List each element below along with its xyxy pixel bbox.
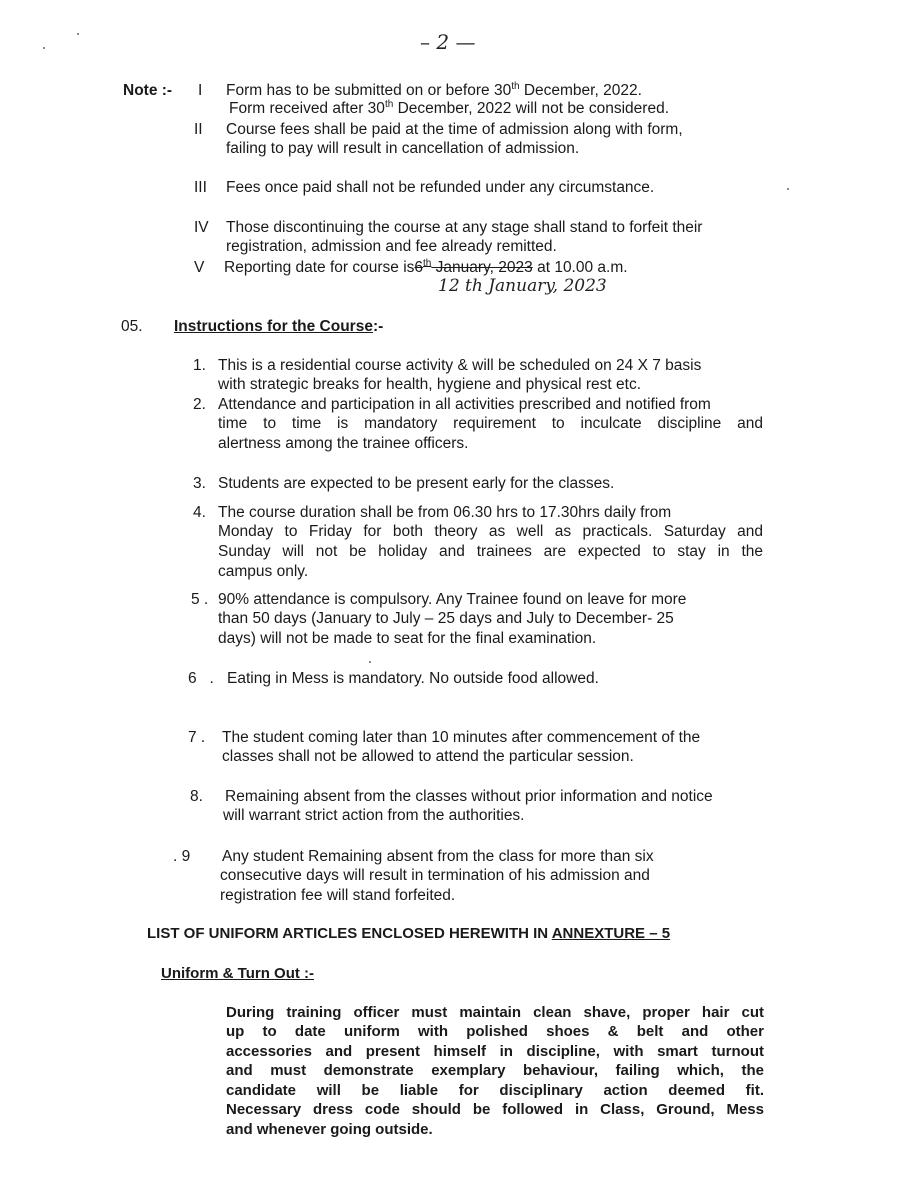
- list-number: 7 .: [188, 729, 206, 746]
- list-number: 2.: [193, 396, 206, 413]
- list-line: 90% attendance is compulsory. Any Trainee found on leave for more: [218, 591, 687, 608]
- uniform-paragraph-line: and whenever going outside.: [226, 1121, 433, 1138]
- note-line: failing to pay will result in cancellation of admission.: [226, 140, 580, 157]
- note-line: registration, admission and fee already remitted.: [226, 238, 557, 255]
- uniform-paragraph-line: During training officer must maintain clean shave, proper hair cut: [226, 1004, 764, 1021]
- list-line: Eating in Mess is mandatory. No outside food allowed.: [227, 670, 599, 687]
- uniform-paragraph-line: and must demonstrate exemplary behaviour, failing which, the: [226, 1062, 764, 1079]
- list-line: consecutive days will result in termination of his admission and: [220, 867, 650, 884]
- uniform-paragraph-line: Necessary dress code should be followed in Class, Ground, Mess: [226, 1101, 764, 1118]
- list-line: with strategic breaks for health, hygiene and physical rest etc.: [218, 376, 642, 393]
- scan-speck: [369, 661, 371, 663]
- list-line: The student coming later than 10 minutes after commencement of the: [222, 729, 701, 746]
- note-num: I: [198, 82, 203, 99]
- list-line: than 50 days (January to July – 25 days and July to December- 25: [218, 610, 674, 627]
- note-line: Course fees shall be paid at the time of admission along with form,: [226, 121, 683, 138]
- list-number: 3.: [193, 475, 206, 492]
- list-line: Any student Remaining absent from the class for more than six: [222, 848, 654, 865]
- list-line: will warrant strict action from the authorities.: [223, 807, 525, 824]
- list-line: campus only.: [218, 563, 309, 580]
- note-label: Note :-: [123, 82, 173, 99]
- note-line: Form received after 30th December, 2022 will not be considered.: [229, 98, 669, 117]
- note-num: IV: [194, 219, 209, 236]
- list-line: classes shall not be allowed to attend the particular session.: [222, 748, 634, 765]
- uniform-paragraph-line: accessories and present himself in discipline, with smart turnout: [226, 1043, 764, 1060]
- uniform-paragraph-line: up to date uniform with polished shoes & belt and other: [226, 1023, 764, 1040]
- handwritten-correction: 12 th January, 2023: [438, 276, 607, 296]
- list-number: . 9: [173, 848, 191, 865]
- note-line: Form has to be submitted on or before 30th December, 2022.: [226, 80, 642, 99]
- list-line: This is a residential course activity & will be scheduled on 24 X 7 basis: [218, 357, 702, 374]
- note-line: Reporting date for course is6th January, 2023 at 10.00 a.m.: [224, 257, 628, 276]
- list-line: time to time is mandatory requirement to inculcate discipline and: [218, 415, 763, 432]
- section-heading: Instructions for the Course:-: [174, 318, 384, 335]
- note-num: III: [194, 179, 207, 196]
- list-line: Students are expected to be present early for the classes.: [218, 475, 615, 492]
- list-line: Monday to Friday for both theory as well as practicals. Saturday and: [218, 523, 763, 540]
- uniform-list-heading: LIST OF UNIFORM ARTICLES ENCLOSED HEREWITH IN ANNEXTURE – 5: [147, 925, 671, 942]
- list-line: registration fee will stand forfeited.: [220, 887, 456, 904]
- list-number: 6 .: [188, 670, 214, 687]
- list-line: The course duration shall be from 06.30 hrs to 17.30hrs daily from: [218, 504, 672, 521]
- list-line: alertness among the trainee officers.: [218, 435, 469, 452]
- list-number: 8.: [190, 788, 203, 805]
- note-line: Those discontinuing the course at any stage shall stand to forfeit their: [226, 219, 703, 236]
- note-line: Fees once paid shall not be refunded under any circumstance.: [226, 179, 655, 196]
- list-line: Sunday will not be holiday and trainees are expected to stay in the: [218, 543, 763, 560]
- note-num: II: [194, 121, 203, 138]
- scan-speck: [77, 33, 79, 35]
- list-number: 5 .: [191, 591, 209, 608]
- note-num: V: [194, 259, 205, 276]
- section-number: 05.: [121, 318, 143, 335]
- list-line: days) will not be made to seat for the final examination.: [218, 630, 597, 647]
- list-line: Attendance and participation in all activities prescribed and notified from: [218, 396, 711, 413]
- scan-speck: [43, 47, 45, 49]
- uniform-paragraph-line: candidate will be liable for disciplinary action deemed fit.: [226, 1082, 764, 1099]
- scan-speck: [787, 188, 789, 190]
- page-number: – 2 —: [420, 30, 476, 54]
- list-number: 4.: [193, 504, 206, 521]
- uniform-turnout-heading: Uniform & Turn Out :-: [161, 965, 315, 982]
- list-line: Remaining absent from the classes without prior information and notice: [225, 788, 713, 805]
- list-number: 1.: [193, 357, 206, 374]
